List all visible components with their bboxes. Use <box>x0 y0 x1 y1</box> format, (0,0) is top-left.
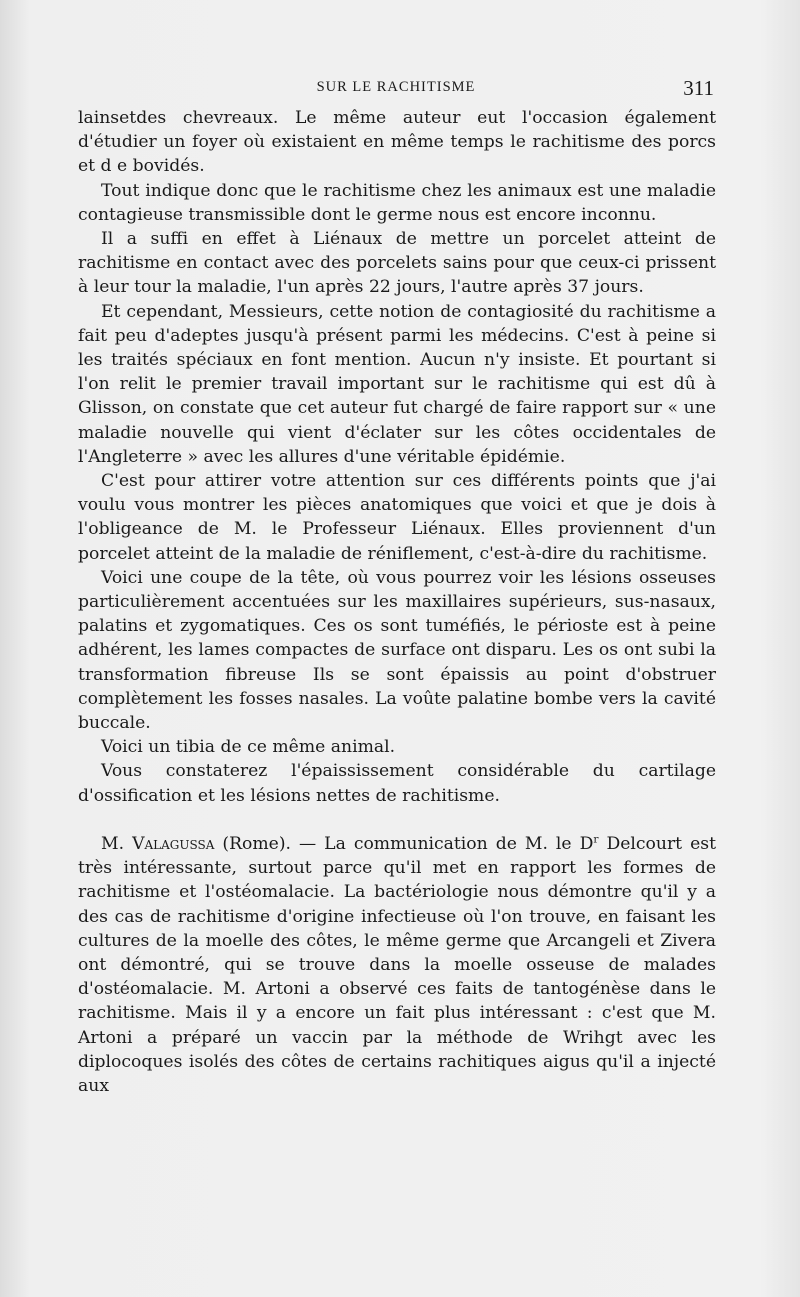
paragraph: Voici un tibia de ce même animal. <box>101 737 396 758</box>
paragraph: Vous constaterez l'épaississement considérable du cartilage d'ossification et les lésions nettes de rachitisme. <box>78 761 716 806</box>
page-number: 311 <box>683 76 714 100</box>
discussion-text: Delcourt est très intéressante, surtout parce qu'il met en rapport les formes de rachitisme et l'ostéomalacie. La bactériologie nous démontre qu'il y a des cas de rachitisme d'origine infectieuse où l'on trouve, en faisant les cultures de la moelle des côtes, le même germe que Arcangeli et Zivera ont démontré, qui se trouve dans la moelle osseuse de malades d'ostéomalacie. M. Artoni a observé ces faits de tantogénèse dans le rachitisme. Mais il y a encore un fait plus intéressant : c'est que M. Artoni a préparé un vaccin par la méthode de Wrihgt avec les diplocoques isolés des côtes de certains rachitiques aigus qu'il a injecté aux <box>78 833 716 1096</box>
title-superscript: r <box>593 832 599 846</box>
paragraph: lainsetdes chevreaux. Le même auteur eut l'occasion également d'étudier un foyer où existaient en même temps le rachitisme des porcs et d e bovidés. <box>78 108 716 177</box>
page-header <box>78 76 714 100</box>
paragraph: C'est pour attirer votre attention sur ces différents points que j'ai voulu vous montrer les pièces anatomiques que voici et que je dois à l'obligeance de M. le Professeur Liénaux. Elles proviennent d'un porcelet atteint de la maladie de réniflement, c'est-à-dire du rachitisme. <box>78 471 716 564</box>
running-title: SUR LE RACHITISME <box>316 79 476 95</box>
paragraph: Tout indique donc que le rachitisme chez les animaux est une maladie contagieuse transmissible dont le germe nous est encore inconnu. <box>78 180 716 225</box>
speaker-name: Valagussa <box>132 833 215 854</box>
discussion-paragraph <box>78 832 716 1098</box>
speaker-place: (Rome). — La communication de M. le D <box>214 833 594 854</box>
paragraph: Voici une coupe de la tête, où vous pourrez voir les lésions osseuses particulièrement accentuées sur les maxillaires supérieurs, sus-nasaux, palatins et zygomatiques. Ces os sont tuméfiés, le périoste est à peine adhérent, les lames compactes de surface ont disparu. Les os ont subi la transformation fibreuse Ils se sont épaissis au point d'obstruer complètement les fosses nasales. La voûte palatine bombe vers la cavité buccale. <box>78 567 716 734</box>
speaker-prefix: M. <box>101 833 133 854</box>
paragraph: Il a suffi en effet à Liénaux de mettre un porcelet atteint de rachitisme en contact avec des porcelets sains pour que ceux-ci prissent à leur tour la maladie, l'un après 22 jours, l'autre après 37 jours. <box>78 229 716 298</box>
body-text <box>78 106 716 1098</box>
paragraph: Et cependant, Messieurs, cette notion de contagiosité du rachitisme a fait peu d'adeptes jusqu'à présent parmi les médecins. C'est à peine si les traités spéciaux en font mention. Aucun n'y insiste. Et pourtant si l'on relit le premier travail important sur le rachitisme qui est dû à Glisson, on constate que cet auteur fut chargé de faire rapport sur « une maladie nouvelle qui vient d'éclater sur les côtes occidentales de l'Angleterre » avec les allures d'une véritable épidémie. <box>78 301 716 467</box>
